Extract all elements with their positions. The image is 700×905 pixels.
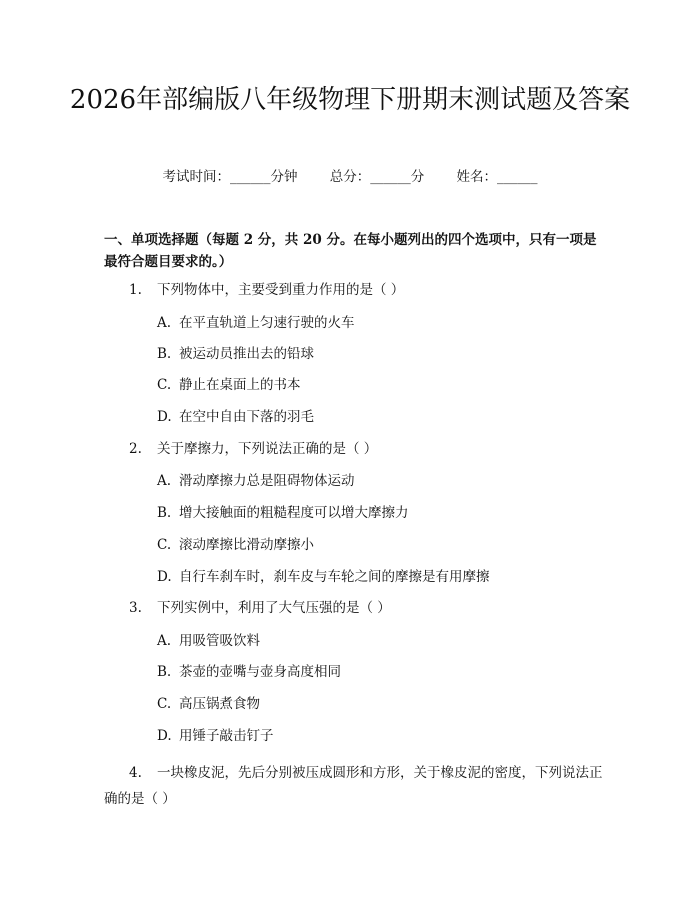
- option-text: 在空中自由下落的羽毛: [179, 409, 314, 425]
- option-label: A.: [157, 633, 172, 649]
- option-text: 用吸管吸饮料: [179, 633, 260, 649]
- question-number: 4.: [129, 765, 142, 781]
- option-text: 在平直轨道上匀速行驶的火车: [179, 315, 355, 331]
- option-3b: [157, 661, 341, 683]
- option-label: B.: [157, 664, 172, 680]
- option-2a: [157, 470, 355, 492]
- question-number: 3.: [129, 600, 142, 616]
- option-label: A.: [157, 473, 172, 489]
- option-label: C.: [157, 537, 172, 553]
- option-text: 高压锅煮食物: [179, 696, 260, 712]
- option-text: 滚动摩擦比滑动摩擦小: [179, 537, 314, 553]
- option-label: A.: [157, 315, 172, 331]
- option-label: D.: [157, 569, 172, 585]
- option-text: 用锤子敲击钉子: [179, 728, 274, 744]
- option-label: D.: [157, 409, 172, 425]
- option-text: 茶壶的壶嘴与壶身高度相同: [179, 664, 341, 680]
- option-label: D.: [157, 728, 172, 744]
- question-2: [129, 438, 377, 460]
- option-label: C.: [157, 377, 172, 393]
- page-title: 2026年部编版八年级物理下册期末测试题及答案: [69, 85, 631, 115]
- option-text: 静止在桌面上的书本: [179, 377, 301, 393]
- option-2b: [157, 502, 409, 524]
- option-3a: [157, 630, 260, 652]
- option-text: 增大接触面的粗糙程度可以增大摩擦力: [179, 505, 409, 521]
- total-score: 总分：______分: [329, 169, 425, 185]
- option-2d: [157, 566, 490, 588]
- option-1b: [157, 343, 314, 365]
- question-stem: 关于摩擦力，下列说法正确的是（ ）: [157, 441, 378, 457]
- option-2c: [157, 534, 314, 556]
- option-text: 滑动摩擦力总是阻碍物体运动: [179, 473, 355, 489]
- question-4: [104, 760, 604, 812]
- question-number: 2.: [129, 441, 142, 457]
- option-label: B.: [157, 505, 172, 521]
- option-1c: [157, 374, 301, 396]
- option-3d: [157, 725, 274, 747]
- question-stem: 下列物体中，主要受到重力作用的是（ ）: [157, 282, 405, 298]
- question-number: 1.: [129, 282, 142, 298]
- option-text: 自行车刹车时，刹车皮与车轮之间的摩擦是有用摩擦: [179, 569, 490, 585]
- option-1a: [157, 312, 355, 334]
- question-1: [129, 279, 404, 301]
- question-stem: 一块橡皮泥，先后分别被压成圆形和方形，关于橡皮泥的密度，下列说法正确的是（ ）: [104, 765, 603, 807]
- student-name: 姓名：______: [456, 169, 538, 185]
- question-stem: 下列实例中，利用了大气压强的是（ ）: [157, 600, 391, 616]
- option-1d: [157, 406, 314, 428]
- section-heading: 一、单项选择题（每题 2 分，共 20 分。在每小题列出的四个选项中，只有一项是最符合题目要求的。）: [104, 232, 597, 270]
- option-3c: [157, 693, 260, 715]
- option-label: C.: [157, 696, 172, 712]
- question-3: [129, 597, 391, 619]
- exam-time: 考试时间：______分钟: [162, 169, 298, 185]
- option-text: 被运动员推出去的铅球: [179, 346, 314, 362]
- option-label: B.: [157, 346, 172, 362]
- exam-info-line: [0, 167, 700, 187]
